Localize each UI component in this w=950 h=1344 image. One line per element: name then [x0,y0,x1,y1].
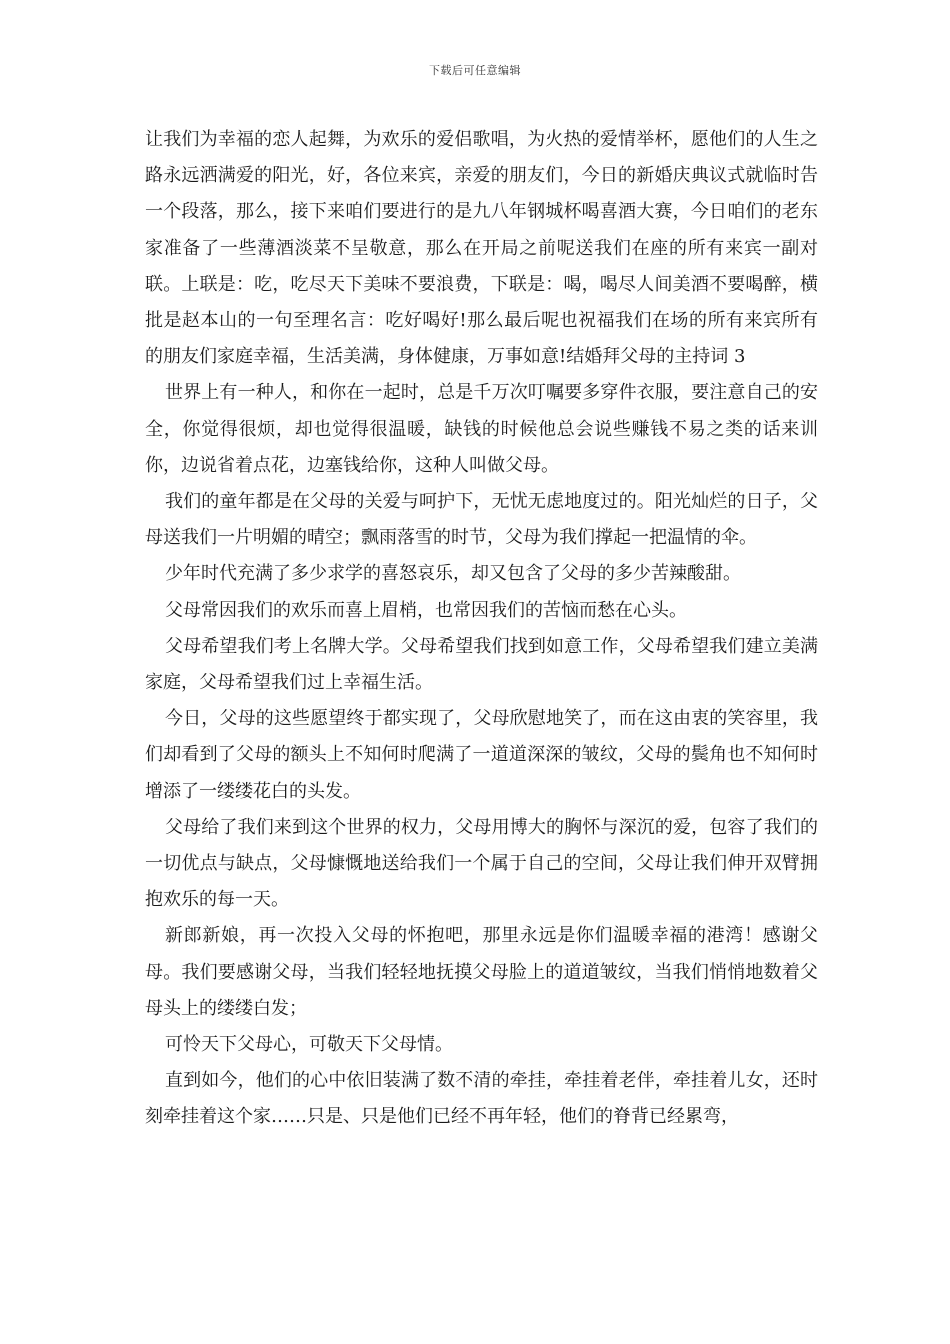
paragraph: 父母希望我们考上名牌大学。父母希望我们找到如意工作，父母希望我们建立美满家庭，父母希望我们过上幸福生活。 [145,635,818,694]
document-body [145,122,818,1136]
paragraph: 新郎新娘，再一次投入父母的怀抱吧，那里永远是你们温暖幸福的港湾！感谢父母。我们要感谢父母，当我们轻轻地抚摸父母脸上的道道皱纹，当我们悄悄地数着父母头上的缕缕白发； [145,925,818,1019]
paragraph: 父母给了我们来到这个世界的权力，父母用博大的胸怀与深沉的爱，包容了我们的一切优点与缺点，父母慷慨地送给我们一个属于自己的空间，父母让我们伸开双臂拥抱欢乐的每一天。 [145,816,818,911]
page-header-note: 下载后可任意编辑 [429,64,521,77]
paragraph: 世界上有一种人，和你在一起时，总是千万次叮嘱要多穿件衣服，要注意自己的安全，你觉得很烦，却也觉得很温暖，缺钱的时候他总会说些赚钱不易之类的话来训你，边说省着点花，边塞钱给你，这种人叫做父母。 [145,382,818,476]
paragraph: 直到如今，他们的心中依旧装满了数不清的牵挂，牵挂着老伴，牵挂着儿女，还时刻牵挂着这个家……只是、只是他们已经不再年轻，他们的脊背已经累弯， [145,1070,818,1128]
paragraph: 我们的童年都是在父母的关爱与呵护下，无忧无虑地度过的。阳光灿烂的日子，父母送我们一片明媚的晴空；飘雨落雪的时节，父母为我们撑起一把温情的伞。 [145,491,818,549]
paragraph: 少年时代充满了多少求学的喜怒哀乐，却又包含了父母的多少苦辣酸甜。 [165,563,741,585]
paragraph: 让我们为幸福的恋人起舞，为欢乐的爱侣歌唱，为火热的爱情举杯，愿他们的人生之路永远洒满爱的阳光，好，各位来宾，亲爱的朋友们，今日的新婚庆典议式就临时告一个段落，那么，接下来咱们要进行的是九八年钢城杯喝喜酒大赛，今日咱们的老东家准备了一些薄酒淡菜不呈敬意，那么在开局之前呢送我们在座的所有来宾一副对联。上联是：吃，吃尽天下美味不要浪费，下联是：喝，喝尽人间美酒不要喝醉，横批是赵本山的一句至理名言：吃好喝好!那么最后呢也祝福我们在场的所有来宾所有的朋友们家庭幸福，生活美满，身体健康，万事如意!结婚拜父母的主持词 3 [145,129,818,368]
paragraph: 父母常因我们的欢乐而喜上眉梢，也常因我们的苦恼而愁在心头。 [165,599,687,621]
paragraph: 可怜天下父母心，可敬天下父母情。 [165,1034,453,1056]
paragraph: 今日，父母的这些愿望终于都实现了，父母欣慰地笑了，而在这由衷的笑容里，我们却看到了父母的额头上不知何时爬满了一道道深深的皱纹，父母的鬓角也不知何时增添了一缕缕花白的头发。 [145,708,818,802]
